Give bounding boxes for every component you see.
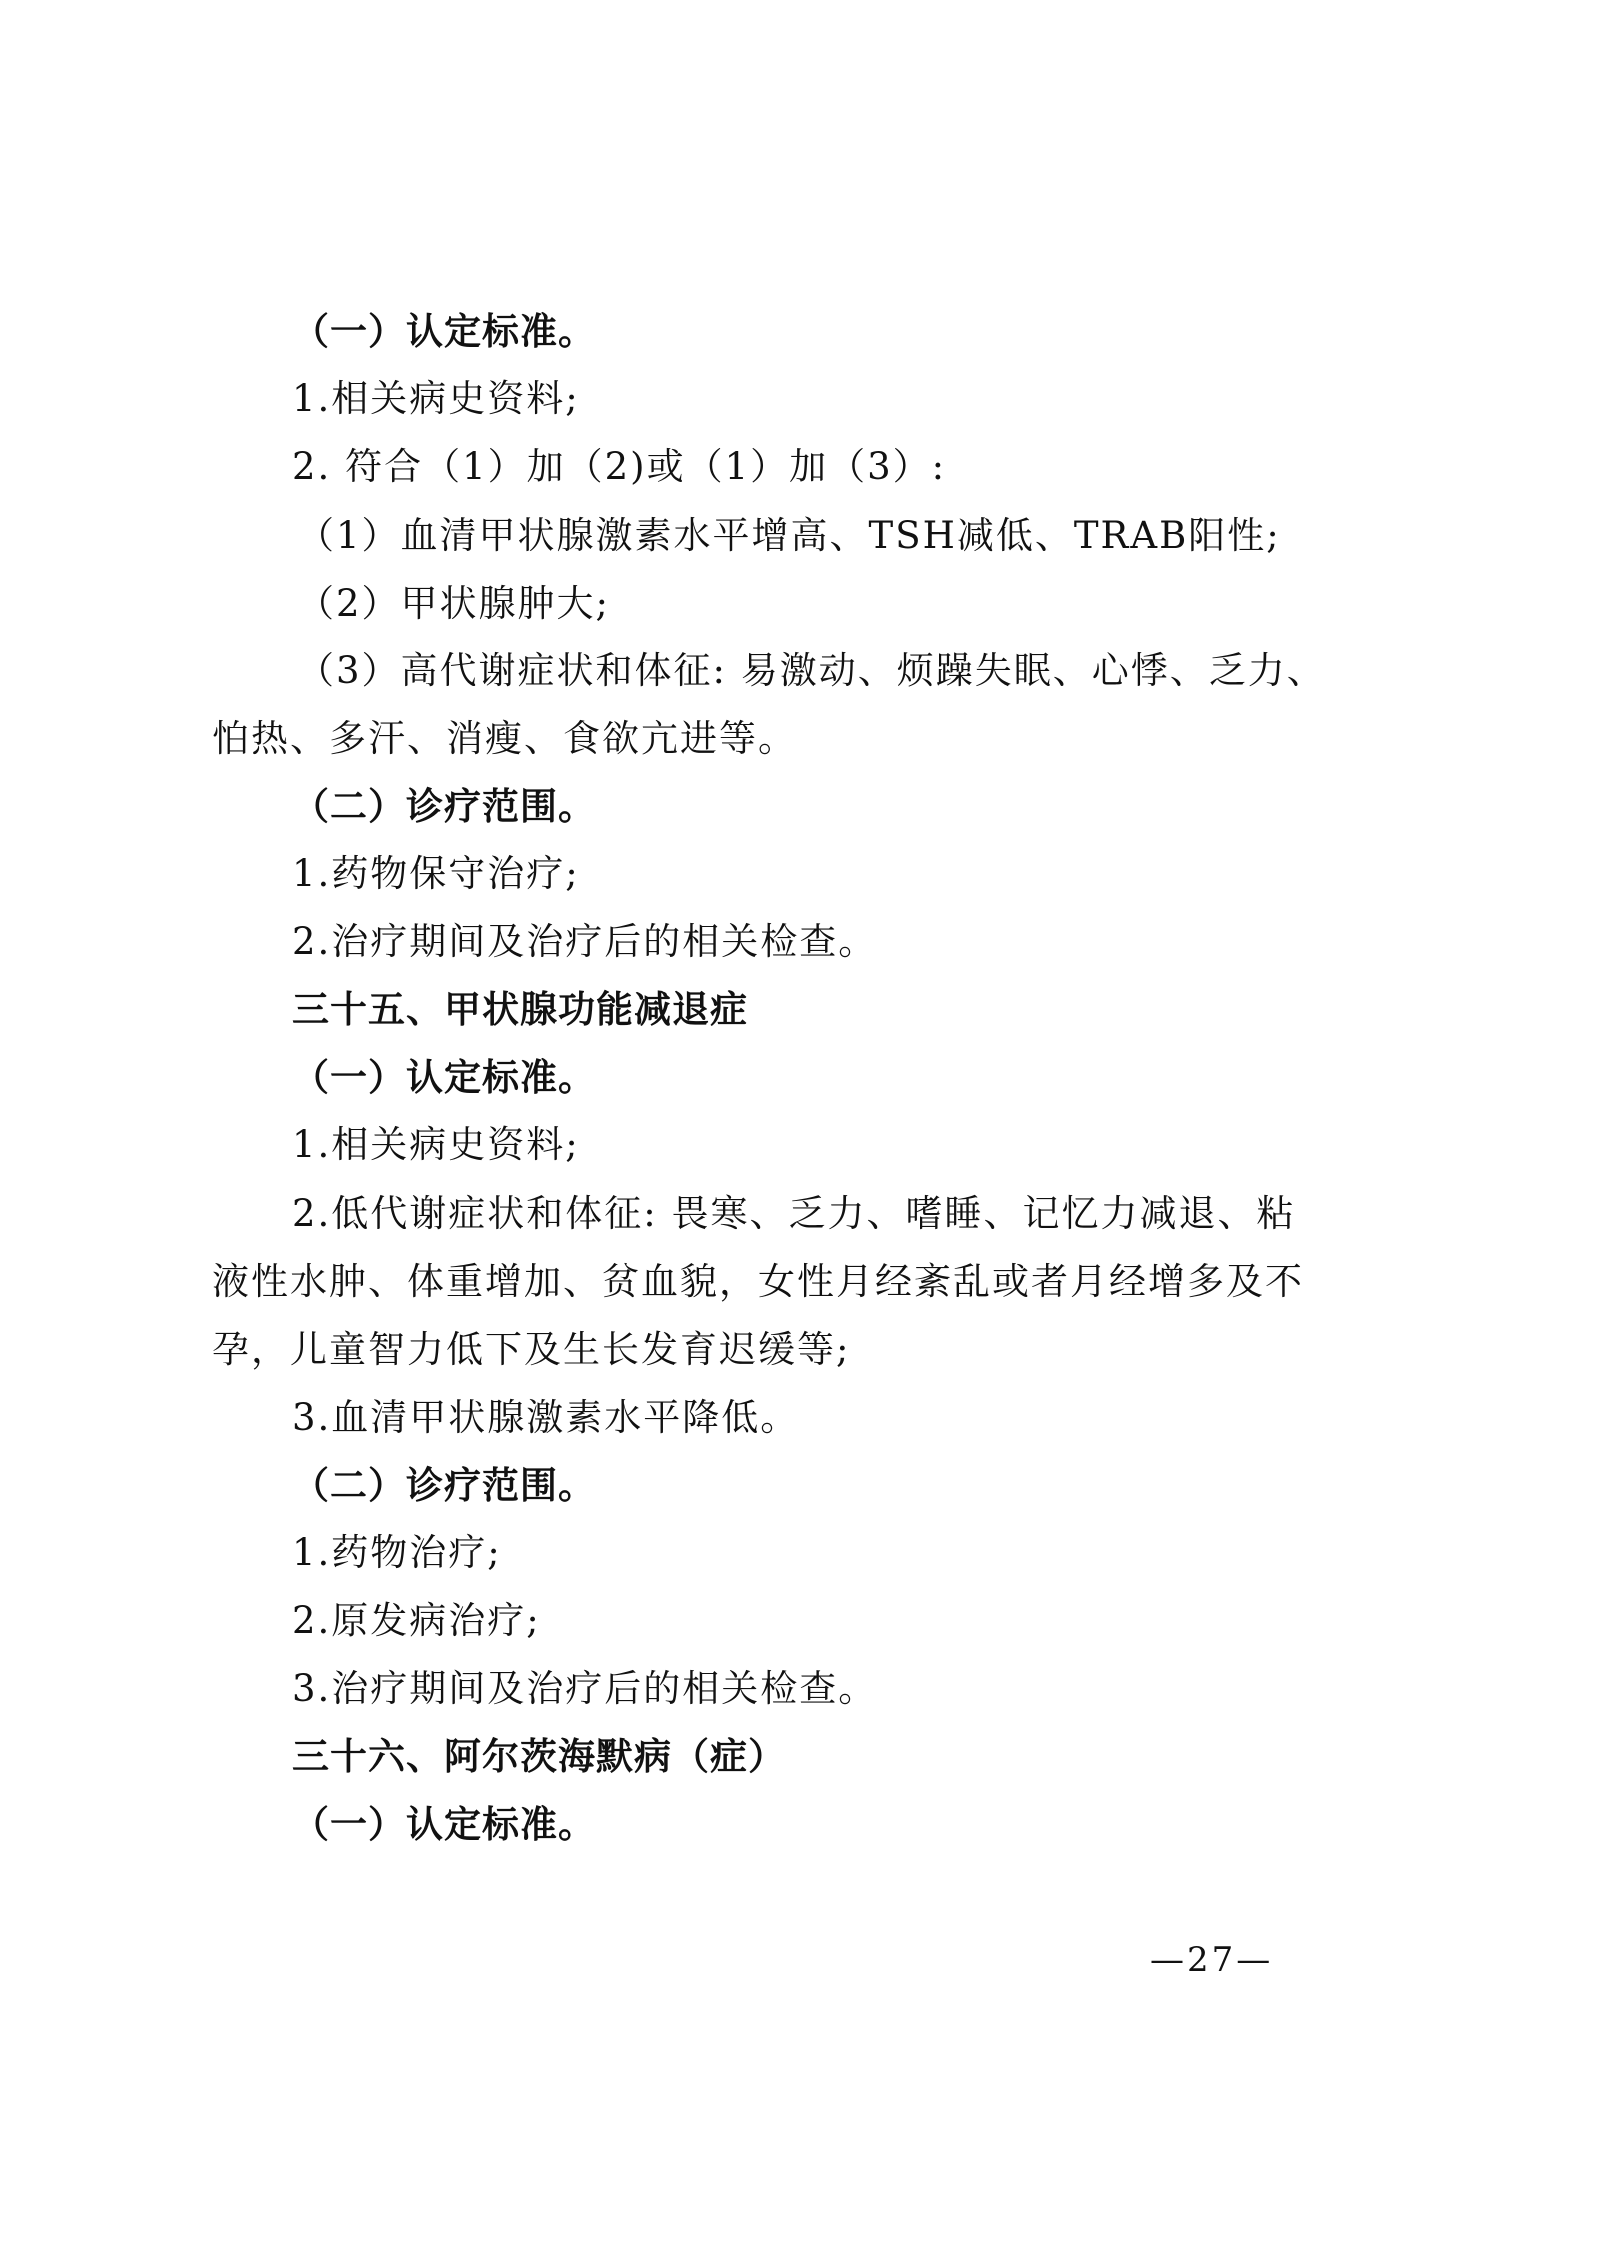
paragraph-line: 1.药物治疗;	[292, 1531, 502, 1574]
paragraph-line: 1.药物保守治疗;	[292, 852, 580, 895]
section-heading: （二）诊疗范围。	[292, 1464, 596, 1507]
paragraph-line: 2.低代谢症状和体征: 畏寒、乏力、嗜睡、记忆力减退、粘	[292, 1192, 1296, 1235]
paragraph-line: 2. 符合（1）加（2)或（1）加（3）:	[292, 445, 947, 488]
paragraph-line: 液性水肿、体重增加、贫血貌，女性月经紊乱或者月经增多及不	[212, 1260, 1304, 1303]
chapter-heading: 三十六、阿尔茨海默病（症）	[292, 1735, 786, 1778]
paragraph-line: （1）血清甲状腺激素水平增高、TSH减低、TRAB阳性;	[297, 514, 1281, 557]
paragraph-line: 3.血清甲状腺激素水平降低。	[292, 1396, 800, 1439]
paragraph-line: 2.原发病治疗;	[292, 1599, 541, 1642]
paragraph-line: 1.相关病史资料;	[292, 1123, 580, 1166]
section-heading: （一）认定标准。	[292, 1803, 596, 1846]
page-number: —27—	[1150, 1940, 1274, 1980]
paragraph-line: （2）甲状腺肿大;	[297, 582, 611, 625]
paragraph-line: 3.治疗期间及治疗后的相关检查。	[292, 1667, 878, 1710]
section-heading: （一）认定标准。	[292, 310, 596, 353]
section-heading: （二）诊疗范围。	[292, 785, 596, 828]
paragraph-line: 1.相关病史资料;	[292, 377, 580, 420]
section-heading: （一）认定标准。	[292, 1056, 596, 1099]
chapter-heading: 三十五、甲状腺功能减退症	[292, 988, 748, 1031]
paragraph-line: 孕，儿童智力低下及生长发育迟缓等;	[212, 1328, 851, 1371]
paragraph-line: 2.治疗期间及治疗后的相关检查。	[292, 920, 878, 963]
paragraph-line: （3）高代谢症状和体征: 易激动、烦躁失眠、心悸、乏力、	[297, 649, 1326, 692]
paragraph-line: 怕热、多汗、消瘦、食欲亢进等。	[212, 717, 797, 760]
